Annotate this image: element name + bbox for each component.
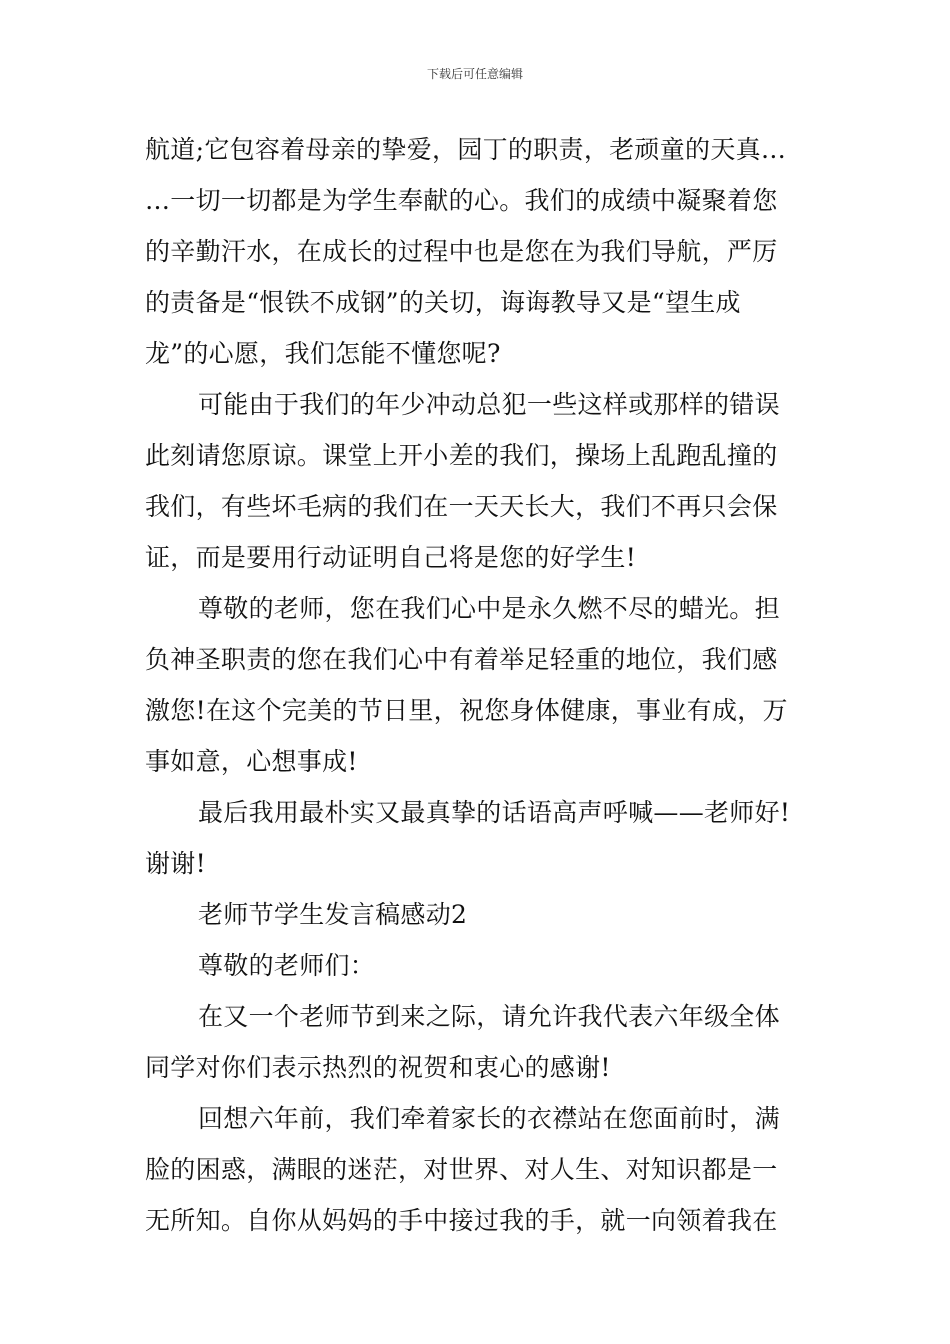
paragraph-start: 尊敬的老师，您在我们心中是永久燃不尽的蜡光。担 (198, 594, 780, 623)
paragraph-start: 可能由于我们的年少冲动总犯一些这样或那样的错误 (198, 390, 780, 419)
text-line: 事如意，心想事成! (145, 747, 358, 776)
text-line: 无所知。自你从妈妈的手中接过我的手，就一向领着我在 (145, 1206, 778, 1235)
text-line: 我们，有些坏毛病的我们在一天天长大，我们不再只会保 (145, 492, 778, 521)
text-line: 的辛勤汗水，在成长的过程中也是您在为我们导航，严厉 (145, 237, 778, 266)
text-line: 谢谢! (145, 849, 206, 878)
text-line: 龙”的心愿，我们怎能不懂您呢? (145, 339, 501, 368)
text-line: …一切一切都是为学生奉献的心。我们的成绩中凝聚着您 (145, 186, 778, 215)
text-line: 负神圣职责的您在我们心中有着举足轻重的地位，我们感 (145, 645, 778, 674)
page-header: 下载后可任意编辑 (426, 67, 523, 81)
text-line: 同学对你们表示热烈的祝贺和衷心的感谢! (145, 1053, 611, 1082)
paragraph-start: 回想六年前，我们牵着家长的衣襟站在您面前时，满 (198, 1104, 780, 1133)
section-title: 老师节学生发言稿感动2 (198, 900, 468, 929)
salutation: 尊敬的老师们： (198, 951, 376, 980)
text-line: 此刻请您原谅。课堂上开小差的我们，操场上乱跑乱撞的 (145, 441, 778, 470)
text-line: 激您!在这个完美的节日里，祝您身体健康，事业有成，万 (145, 696, 788, 725)
text-line: 的责备是“恨铁不成钢”的关切，诲诲教导又是“望生成 (145, 288, 741, 317)
text-line: 证，而是要用行动证明自己将是您的好学生! (145, 543, 637, 572)
text-line: 脸的困惑，满眼的迷茫，对世界、对人生、对知识都是一 (145, 1155, 778, 1184)
document-body (145, 124, 809, 1246)
text-line: 航道;它包容着母亲的挚爱，园丁的职责，老顽童的天真… (145, 135, 787, 164)
paragraph-start: 最后我用最朴实又最真挚的话语高声呼喊——老师好! (198, 798, 791, 827)
paragraph-start: 在又一个老师节到来之际，请允许我代表六年级全体 (198, 1002, 780, 1031)
